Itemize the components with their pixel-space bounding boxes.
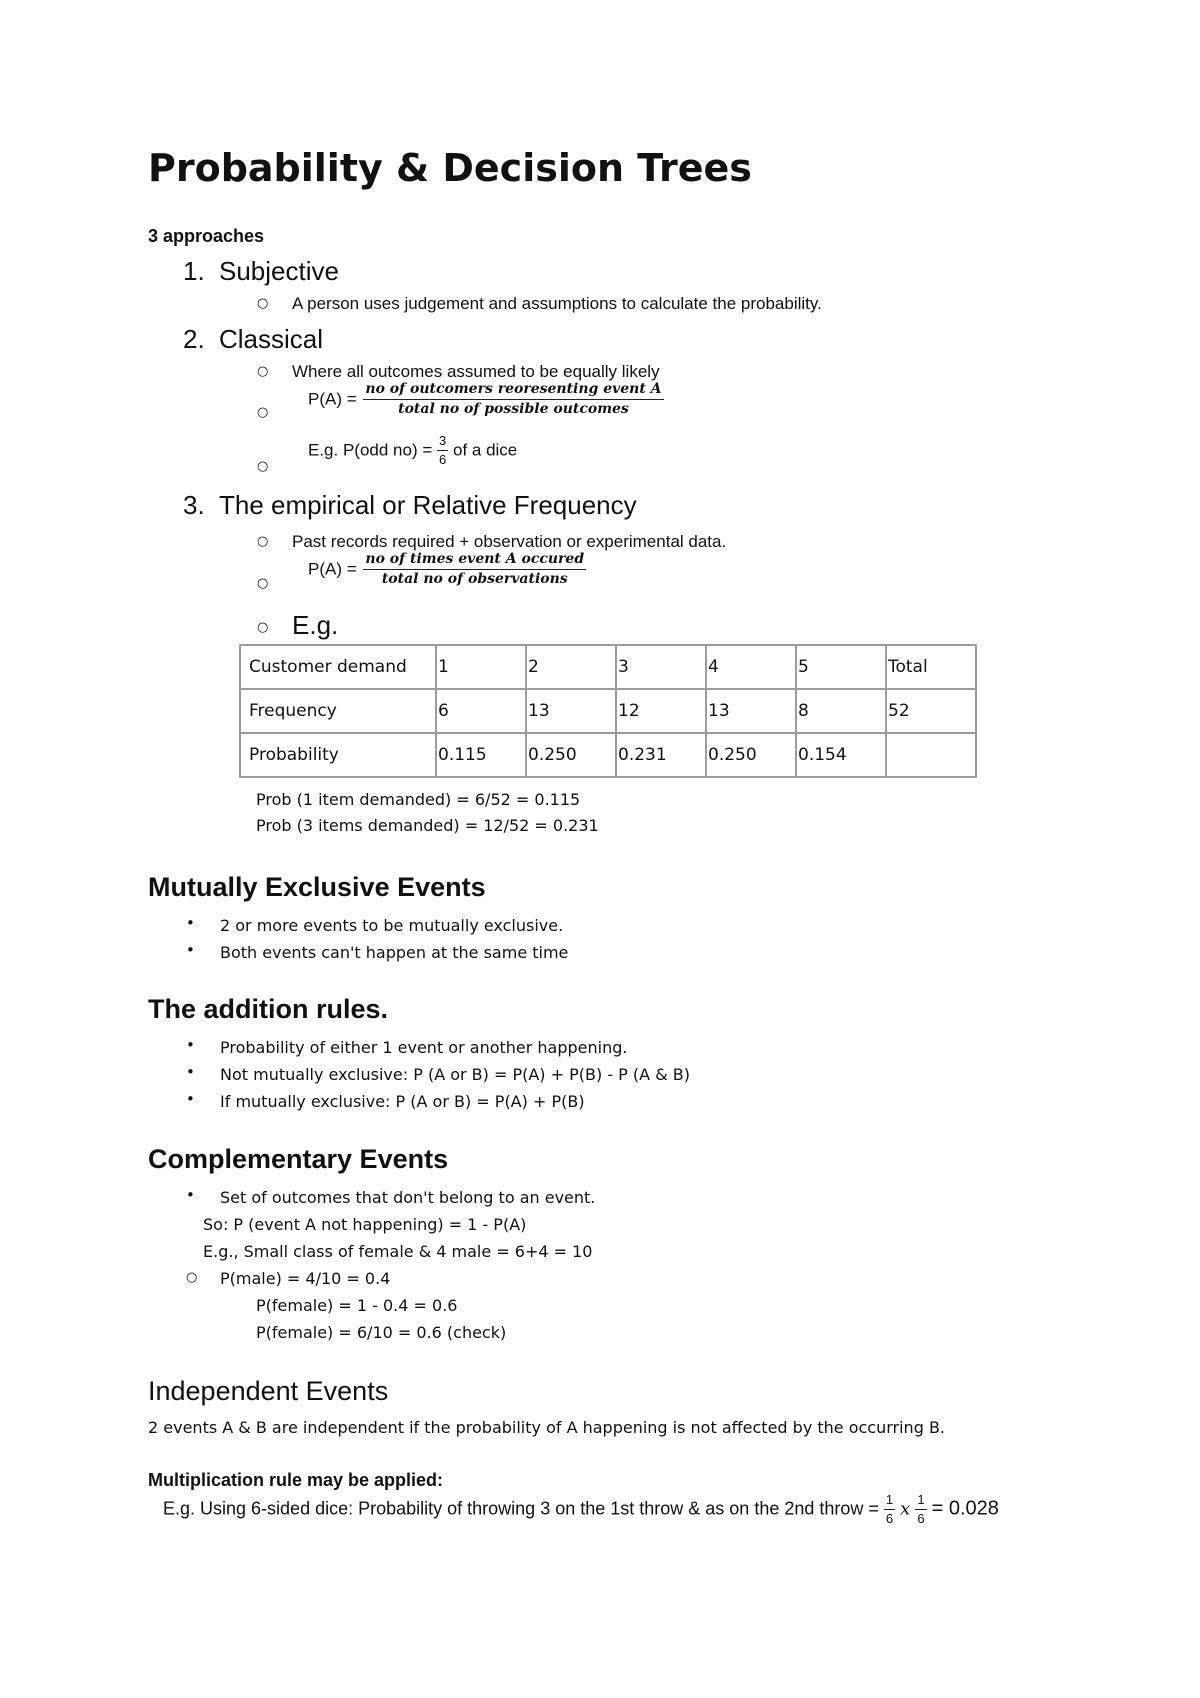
table-cell: 0.115	[436, 733, 526, 777]
multiplication-times: x	[900, 1498, 911, 1520]
empirical-formula-numerator: no of times event A occured	[363, 552, 586, 570]
circle-bullet-icon: ○	[257, 576, 269, 591]
complementary-line-so: So: P (event A not happening) = 1 - P(A)	[203, 1215, 527, 1234]
classical-formula-numerator: no of outcomers reoresenting event A	[363, 382, 663, 400]
empirical-formula-lhs: P(A) =	[308, 559, 357, 579]
classical-example	[308, 434, 517, 468]
classical-formula-fraction	[363, 382, 663, 418]
table-note-2: Prob (3 items demanded) = 12/52 = 0.231	[256, 816, 599, 835]
table-cell: 8	[796, 689, 886, 733]
empirical-formula	[308, 552, 586, 588]
table-cell: 13	[526, 689, 616, 733]
table-cell: Frequency	[240, 689, 436, 733]
approach-1-item: A person uses judgement and assumptions to calculate the probability.	[292, 294, 822, 313]
table-note-1: Prob (1 item demanded) = 6/52 = 0.115	[256, 790, 581, 809]
complementary-female-2: P(female) = 6/10 = 0.6 (check)	[256, 1323, 507, 1342]
circle-bullet-icon: ○	[186, 1270, 198, 1285]
classical-formula	[308, 382, 664, 418]
addition-bullet-1: Probability of either 1 event or another happening.	[220, 1038, 628, 1057]
mutually-exclusive-bullet-2: Both events can't happen at the same time	[220, 943, 569, 962]
empirical-formula-fraction	[363, 552, 586, 588]
table-cell: 0.250	[706, 733, 796, 777]
multiplication-frac1-num: 1	[884, 1493, 895, 1510]
empirical-formula-denominator: total no of observations	[381, 571, 568, 588]
table-cell: Customer demand	[240, 645, 436, 689]
table-row	[240, 645, 976, 689]
approaches-heading: 3 approaches	[148, 226, 265, 246]
table-cell: 3	[616, 645, 706, 689]
bullet-icon: •	[186, 1186, 195, 1204]
approach-1-name: Subjective	[219, 256, 339, 286]
customer-demand-table	[239, 644, 977, 778]
independent-text: 2 events A & B are independent if the probability of A happening is not affected by the occurring B.	[148, 1418, 945, 1437]
circle-bullet-icon: ○	[257, 364, 269, 379]
addition-bullet-3: If mutually exclusive: P (A or B) = P(A) + P(B)	[220, 1092, 585, 1111]
table-cell: Total	[886, 645, 976, 689]
multiplication-heading: Multiplication rule may be applied:	[148, 1470, 444, 1490]
approach-2-name: Classical	[219, 324, 324, 354]
classical-example-fraction	[437, 434, 448, 468]
table-cell: 4	[706, 645, 796, 689]
mutually-exclusive-bullet-1: 2 or more events to be mutually exclusive.	[220, 916, 564, 935]
table-cell: 0.231	[616, 733, 706, 777]
bullet-icon: •	[186, 1036, 195, 1054]
table-row	[240, 733, 976, 777]
table-cell: 0.154	[796, 733, 886, 777]
circle-bullet-icon: ○	[257, 296, 269, 311]
multiplication-frac2-den: 6	[917, 1511, 925, 1527]
classical-formula-denominator: total no of possible outcomes	[398, 401, 629, 418]
table-row	[240, 689, 976, 733]
multiplication-example	[163, 1493, 999, 1527]
circle-bullet-icon: ○	[257, 620, 269, 635]
table-cell	[886, 733, 976, 777]
table-cell: 5	[796, 645, 886, 689]
approach-3-number: 3.	[183, 490, 205, 520]
multiplication-example-prefix: E.g. Using 6-sided dice: Probability of throwing 3 on the 1st throw & as on the 2nd throw =	[163, 1498, 879, 1519]
multiplication-result: = 0.028	[931, 1497, 999, 1520]
bullet-icon: •	[186, 914, 195, 932]
approach-3-name: The empirical or Relative Frequency	[219, 490, 637, 520]
multiplication-frac1-den: 6	[885, 1511, 894, 1527]
classical-example-prefix: E.g. P(odd no) =	[308, 440, 433, 460]
table-cell: 0.250	[526, 733, 616, 777]
table-cell: 6	[436, 689, 526, 733]
complementary-sub-bullet: P(male) = 4/10 = 0.4	[220, 1269, 391, 1288]
complementary-heading: Complementary Events	[148, 1144, 449, 1174]
independent-heading: Independent Events	[148, 1376, 389, 1406]
table-cell: Probability	[240, 733, 436, 777]
table-cell: 12	[616, 689, 706, 733]
complementary-female-1: P(female) = 1 - 0.4 = 0.6	[256, 1296, 458, 1315]
circle-bullet-icon: ○	[257, 459, 269, 474]
circle-bullet-icon: ○	[257, 534, 269, 549]
classical-example-suffix: of a dice	[452, 440, 518, 460]
bullet-icon: •	[186, 1090, 195, 1108]
complementary-bullet: Set of outcomes that don't belong to an event.	[220, 1188, 596, 1207]
table-cell: 2	[526, 645, 616, 689]
classical-formula-lhs: P(A) =	[308, 389, 357, 409]
mutually-exclusive-heading: Mutually Exclusive Events	[148, 872, 486, 902]
addition-rules-heading: The addition rules.	[148, 994, 389, 1024]
approach-1-number: 1.	[183, 256, 205, 286]
multiplication-fraction-2	[915, 1493, 926, 1527]
table-cell: 1	[436, 645, 526, 689]
empirical-example-label: E.g.	[292, 610, 339, 640]
approach-3-item: Past records required + observation or experimental data.	[292, 532, 727, 551]
addition-bullet-2: Not mutually exclusive: P (A or B) = P(A) + P(B) - P (A & B)	[220, 1065, 690, 1084]
page-title: Probability & Decision Trees	[148, 146, 752, 190]
approach-2-number: 2.	[183, 324, 205, 354]
approach-2-item: Where all outcomes assumed to be equally likely	[292, 362, 660, 381]
bullet-icon: •	[186, 941, 195, 959]
multiplication-fraction-1	[884, 1493, 895, 1527]
classical-example-numerator: 3	[437, 434, 448, 451]
multiplication-frac2-num: 1	[915, 1493, 926, 1510]
table-cell: 52	[886, 689, 976, 733]
table-cell: 13	[706, 689, 796, 733]
bullet-icon: •	[186, 1063, 195, 1081]
circle-bullet-icon: ○	[257, 405, 269, 420]
complementary-line-eg: E.g., Small class of female & 4 male = 6+4 = 10	[203, 1242, 593, 1261]
classical-example-denominator: 6	[439, 452, 447, 468]
